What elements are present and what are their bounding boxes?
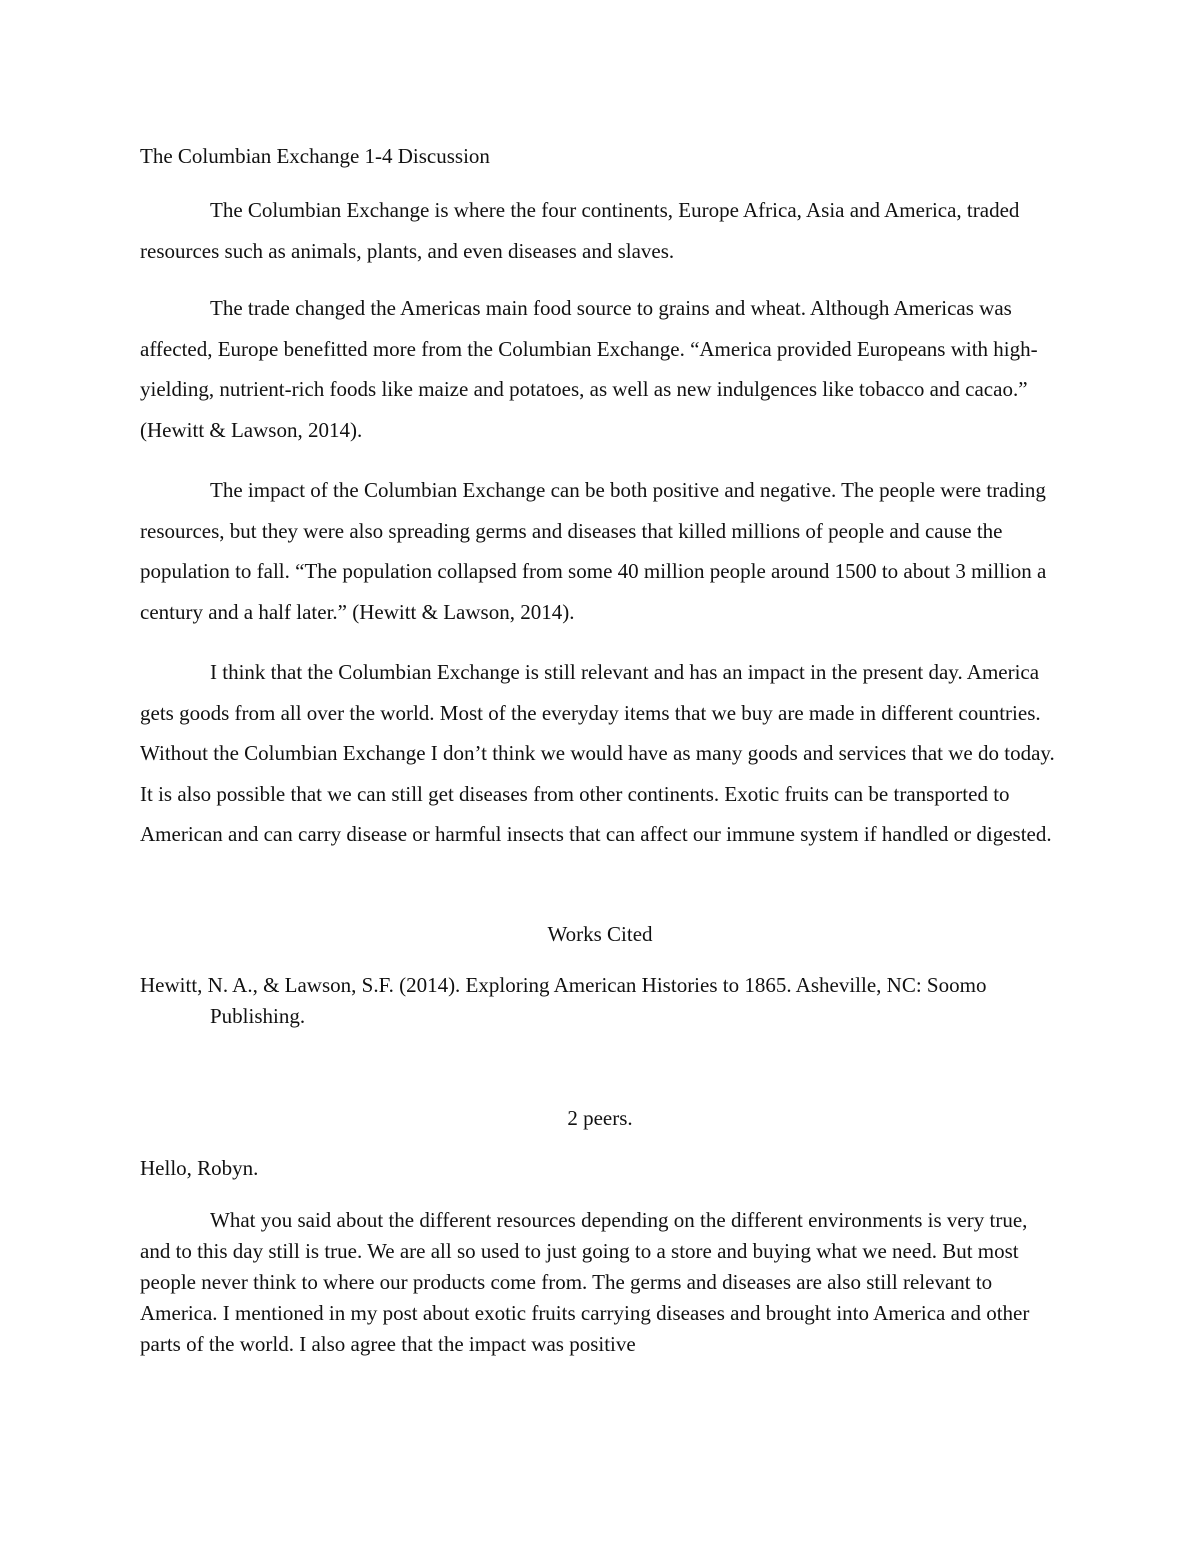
works-cited-heading: Works Cited	[547, 922, 653, 946]
peers-heading: 2 peers.	[567, 1106, 633, 1130]
peer-greeting: Hello, Robyn.	[140, 1156, 259, 1180]
paragraph-present-day: I think that the Columbian Exchange is still relevant and has an impact in the present day. America gets goods from all over the world. Most of the everyday items that we buy are made in different countries. Without the Columbian Exchange I don’t think we would have as many goods and services that we do today. It is also possible that we can still get diseases from other continents. Exotic fruits can be transported to American and can carry disease or harmful insects that can affect our immune system if handled or digested.	[140, 660, 1055, 847]
peer-reply-paragraph: What you said about the different resources depending on the different environments is very true, and to this day still is true. We are all so used to just going to a store and buying what we need. But most people never think to where our products come from. The germs and diseases are also still relevant to America. I mentioned in my post about exotic fruits carrying diseases and brought into America and other parts of the world. I also agree that the impact was positive	[140, 1208, 1030, 1356]
paragraph-definition: The Columbian Exchange is where the four continents, Europe Africa, Asia and America, traded resources such as animals, plants, and even diseases and slaves.	[140, 198, 1020, 263]
document-title: The Columbian Exchange 1-4 Discussion	[140, 144, 490, 168]
paragraph-impact: The impact of the Columbian Exchange can be both positive and negative. The people were trading resources, but they were also spreading germs and diseases that killed millions of people and cause the population to fall. “The population collapsed from some 40 million people around 1500 to about 3 million a century and a half later.” (Hewitt & Lawson, 2014).	[140, 478, 1047, 624]
citation-entry: Hewitt, N. A., & Lawson, S.F. (2014). Exploring American Histories to 1865. Asheville, NC: Soomo Publishing.	[140, 973, 987, 1028]
paragraph-trade-effects: The trade changed the Americas main food source to grains and wheat. Although Americas was affected, Europe benefitted more from the Columbian Exchange. “America provided Europeans with high-yielding, nutrient-rich foods like maize and potatoes, as well as new indulgences like tobacco and cacao.” (Hewitt & Lawson, 2014).	[140, 296, 1038, 442]
